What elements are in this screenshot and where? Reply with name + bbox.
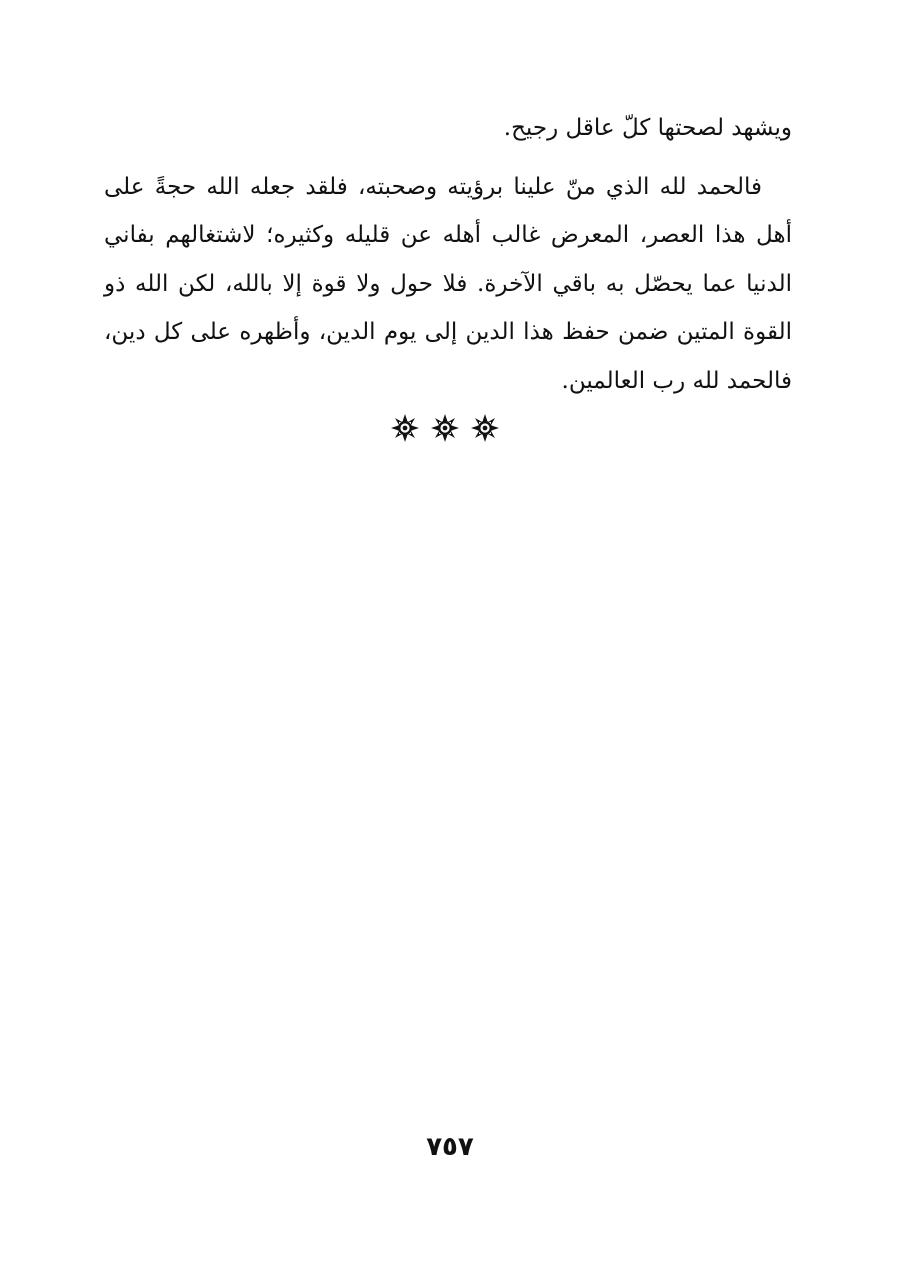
paragraph-1: ويشهد لصحتها كلّ عاقل رجيح. [503, 115, 792, 141]
floral-ornament-icon [430, 413, 460, 443]
floral-ornament-icon [390, 413, 420, 443]
page-number: ٧٥٧ [426, 1132, 474, 1162]
section-divider [390, 410, 500, 446]
floral-ornament-icon [470, 413, 500, 443]
paragraph-2: فالحمد لله الذي منّ علينا برؤيته وصحبته، فلقد جعله الله حجةً على أهل هذا العصر، المعرض غالب أهله عن قليله وكثيره؛ لاشتغالهم بفاني الدنيا عما يحصّل به باقي الآخرة. فلا حول ولا قوة إلا بالله، لكن الله ذو القوة المتين ضمن حفظ هذا الدين إلى يوم الدين، وأظهره على كل دين، فالحمد لله رب العالمين. [104, 173, 792, 394]
body-text [104, 104, 792, 405]
